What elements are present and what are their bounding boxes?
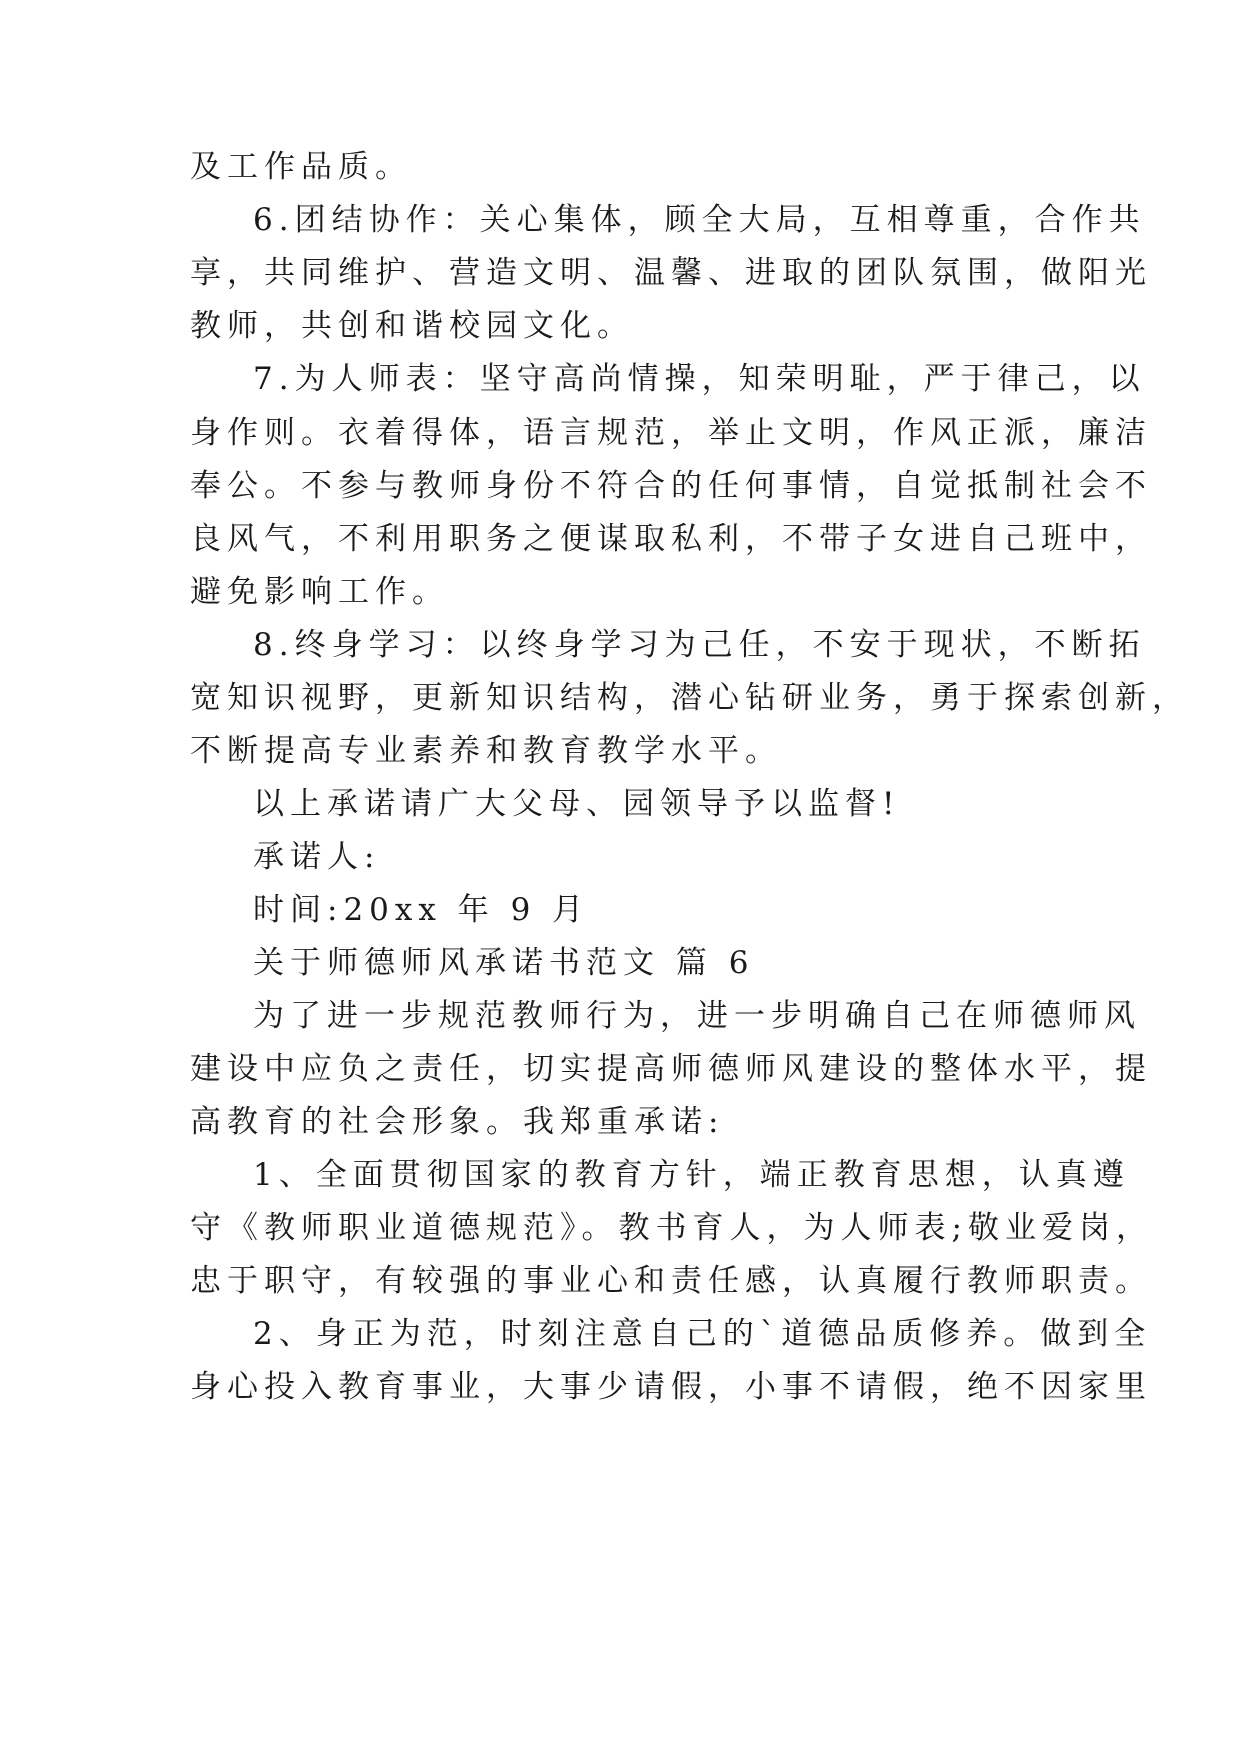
text-line: 8.终身学习：以终身学习为己任，不安于现状，不断拓 [253,627,1146,663]
text-line: 奉公。不参与教师身份不符合的任何事情，自觉抵制社会不 [190,468,1152,504]
text-line: 良风气，不利用职务之便谋取私利，不带子女进自己班中， [190,521,1152,557]
signature-label: 承诺人: [253,839,381,875]
text-line: 身作则。衣着得体，语言规范，举止文明，作风正派，廉洁 [190,415,1152,451]
text-line: 不断提高专业素养和教育教学水平。 [190,733,782,769]
text-line: 高教育的社会形象。我郑重承诺: [190,1104,725,1140]
text-line: 及工作品质。 [190,149,412,185]
date-label: 时间:20xx 年 9 月 [253,892,590,928]
text-line: 2、身正为范，时刻注意自己的`道德品质修养。做到全 [253,1316,1152,1352]
text-line: 享，共同维护、营造文明、温馨、进取的团队氛围，做阳光 [190,255,1152,291]
text-line: 6.团结协作：关心集体，顾全大局，互相尊重，合作共 [253,202,1146,238]
section-heading: 关于师德师风承诺书范文 篇 6 [253,945,755,981]
text-line: 建设中应负之责任，切实提高师德师风建设的整体水平，提 [190,1051,1152,1087]
text-line: 宽知识视野，更新知识结构，潜心钻研业务，勇于探索创新， [190,680,1189,716]
text-line: 身心投入教育事业，大事少请假，小事不请假，绝不因家里 [190,1369,1152,1405]
text-line: 为了进一步规范教师行为，进一步明确自己在师德师风 [253,998,1141,1034]
text-line: 教师，共创和谐校园文化。 [190,308,634,344]
text-line: 7.为人师表：坚守高尚情操，知荣明耻，严于律己，以 [253,361,1146,397]
text-line: 1、全面贯彻国家的教育方针，端正教育思想，认真遵 [253,1157,1130,1193]
text-line: 以上承诺请广大父母、园领导予以监督! [253,786,901,822]
text-line: 忠于职守，有较强的事业心和责任感，认真履行教师职责。 [190,1263,1152,1299]
text-line: 守《教师职业道德规范》。教书育人，为人师表;敬业爱岗， [190,1210,1153,1246]
text-line: 避免影响工作。 [190,574,449,610]
